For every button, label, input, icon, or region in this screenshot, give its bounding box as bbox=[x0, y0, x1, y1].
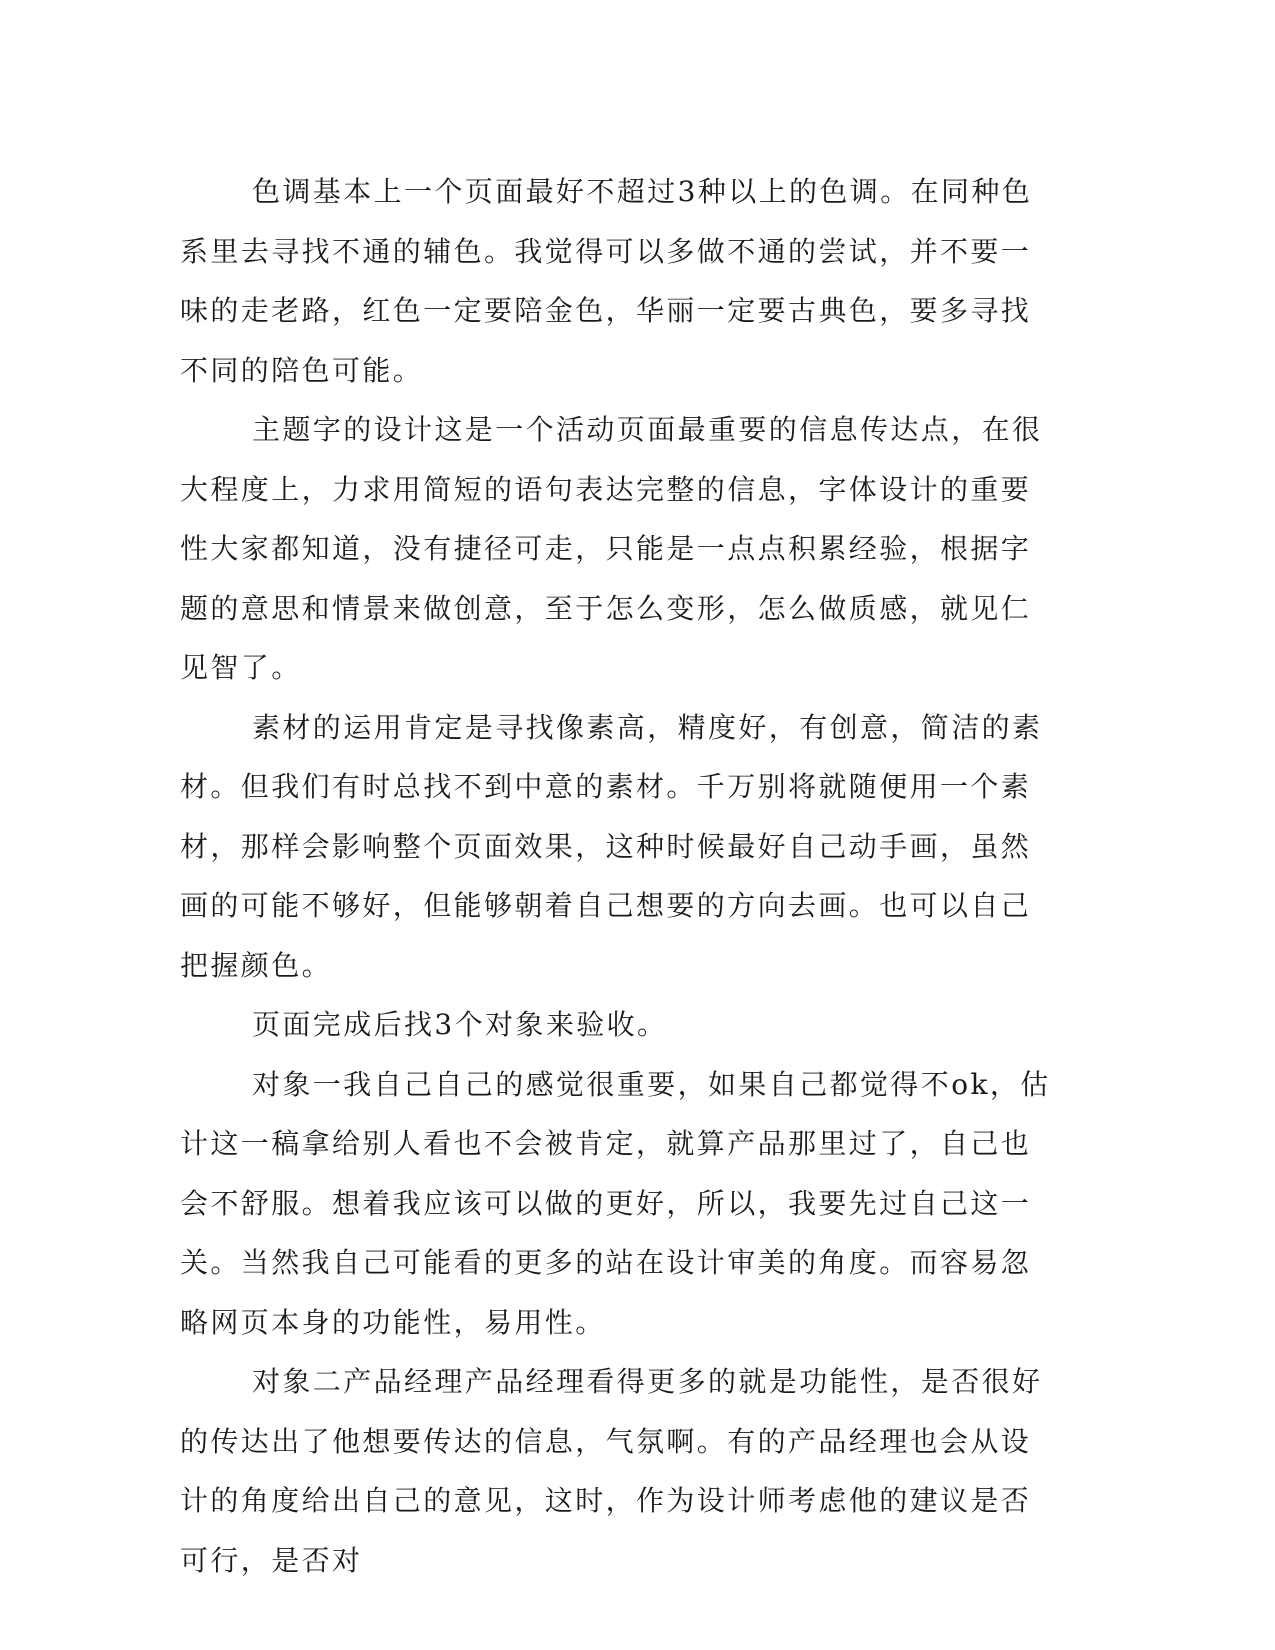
body-text bbox=[180, 162, 1060, 1590]
paragraph-reviewer-self: 对象一我自己自己的感觉很重要，如果自己都觉得不ok，估计这一稿拿给别人看也不会被肯定，就算产品那里过了，自己也会不舒服。想着我应该可以做的更好，所以，我要先过自己这一关。当然我自己可能看的更多的站在设计审美的角度。而容易忽略网页本身的功能性，易用性。 bbox=[180, 1067, 1051, 1339]
paragraph-reviewer-product-manager: 对象二产品经理产品经理看得更多的就是功能性，是否很好的传达出了他想要传达的信息，气氛啊。有的产品经理也会从设计的角度给出自己的意见，这时，作为设计师考虑他的建议是否可行，是否对 bbox=[180, 1365, 1043, 1577]
paragraph-color-tone: 色调基本上一个页面最好不超过3种以上的色调。在同种色系里去寻找不通的辅色。我觉得可以多做不通的尝试，并不要一味的走老路，红色一定要陪金色，华丽一定要古典色，要多寻找不同的陪色可能。 bbox=[180, 175, 1033, 387]
paragraph-material-usage: 素材的运用肯定是寻找像素高，精度好，有创意，简洁的素材。但我们有时总找不到中意的素材。千万别将就随便用一个素材，那样会影响整个页面效果，这种时候最好自己动手画，虽然画的可能不够好，但能够朝着自己想要的方向去画。也可以自己把握颜色。 bbox=[180, 710, 1043, 982]
paragraph-review-intro: 页面完成后找3个对象来验收。 bbox=[252, 1008, 668, 1041]
paragraph-title-font-design: 主题字的设计这是一个活动页面最重要的信息传达点，在很大程度上，力求用简短的语句表达完整的信息，字体设计的重要性大家都知道，没有捷径可走，只能是一点点积累经验，根据字题的意思和情景来做创意，至于怎么变形，怎么做质感，就见仁见智了。 bbox=[180, 413, 1043, 684]
